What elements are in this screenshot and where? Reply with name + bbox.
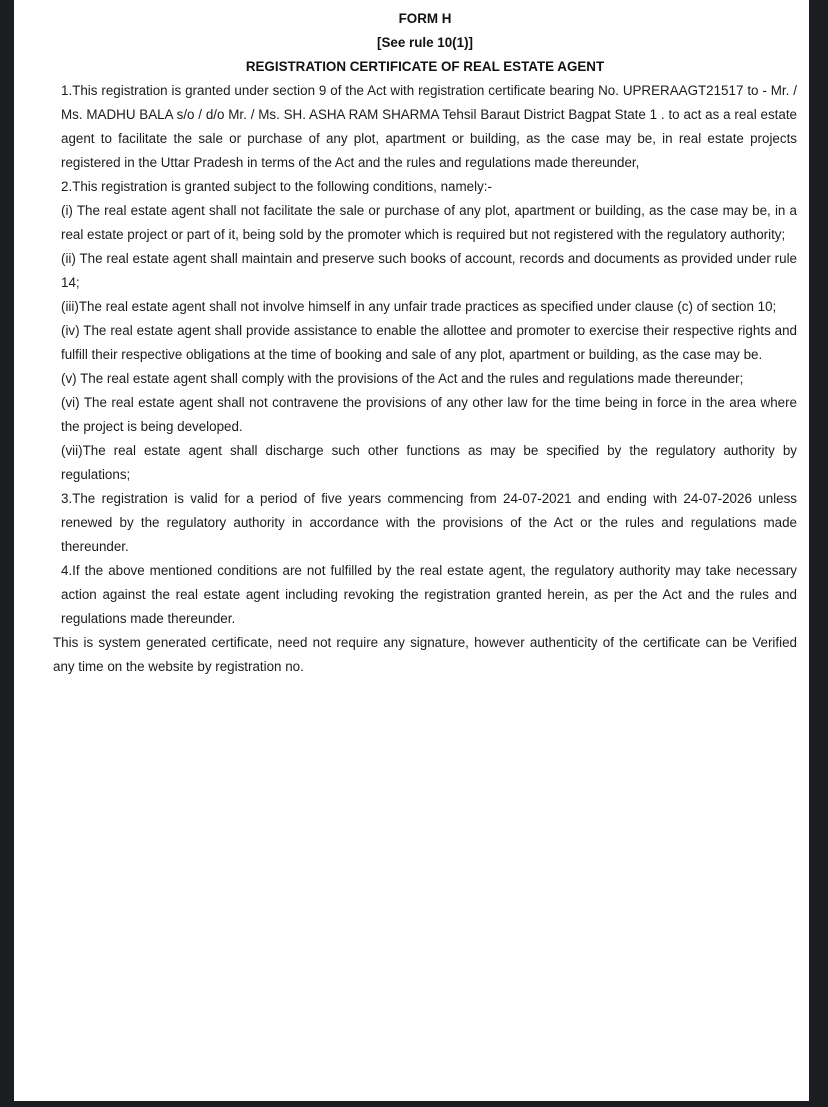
condition-ii: (ii) The real estate agent shall maintain and preserve such books of account, records and documents as provided under rule 14;: [61, 251, 797, 290]
bottom-border-strip: [0, 1101, 828, 1107]
clause-4-revocation: 4.If the above mentioned conditions are not fulfilled by the real estate agent, the regulatory authority may take necessary action against the real estate agent including revoking the registration granted herein, as per the Act and the rules and regulations made thereunder.: [61, 563, 797, 626]
certificate-title: REGISTRATION CERTIFICATE OF REAL ESTATE AGENT: [245, 59, 605, 74]
condition-iv: (iv) The real estate agent shall provide assistance to enable the allottee and promoter to exercise their respective rights and fulfill their respective obligations at the time of booking and sale of any plot, apartment or building, as the case may be.: [61, 323, 797, 362]
condition-iii: (iii)The real estate agent shall not involve himself in any unfair trade practices as specified under clause (c) of section 10;: [61, 299, 777, 314]
rule-subheading: [See rule 10(1)]: [376, 35, 473, 50]
left-border-strip: [0, 0, 14, 1107]
condition-vii: (vii)The real estate agent shall discharge such other functions as may be specified by the regulatory authority by regulations;: [61, 443, 797, 482]
right-border-strip: [809, 0, 828, 1107]
condition-i: (i) The real estate agent shall not facilitate the sale or purchase of any plot, apartment or building, as the case may be, in a real estate project or part of it, being sold by the promoter which is required but not registered with the regulatory authority;: [61, 203, 797, 242]
clause-3-validity-period: 3.The registration is valid for a period of five years commencing from 24-07-2021 and ending with 24-07-2026 unless renewed by the regulatory authority in accordance with the provisions of the Act or the rules and regulations made thereunder.: [61, 491, 797, 554]
condition-vi: (vi) The real estate agent shall not contravene the provisions of any other law for the time being in force in the area where the project is being developed.: [61, 395, 797, 434]
clause-1-registration-grant: 1.This registration is granted under section 9 of the Act with registration certificate bearing No. UPRERAAGT21517 to - Mr. / Ms. MADHU BALA s/o / d/o Mr. / Ms. SH. ASHA RAM SHARMA Tehsil Baraut District Bagpat State 1 . to act as a real estate agent to facilitate the sale or purchase of any plot, apartment or building, as the case may be, in real estate projects registered in the Uttar Pradesh in terms of the Act and the rules and regulations made thereunder,: [61, 83, 797, 170]
form-heading: FORM H: [398, 11, 452, 26]
certificate-page: [14, 0, 809, 1101]
clause-2-conditions-intro: 2.This registration is granted subject to the following conditions, namely:-: [61, 179, 492, 194]
system-generated-note: This is system generated certificate, need not require any signature, however authenticity of the certificate can be Verified any time on the website by registration no.: [53, 635, 797, 674]
condition-v: (v) The real estate agent shall comply with the provisions of the Act and the rules and regulations made thereunder;: [61, 371, 744, 386]
